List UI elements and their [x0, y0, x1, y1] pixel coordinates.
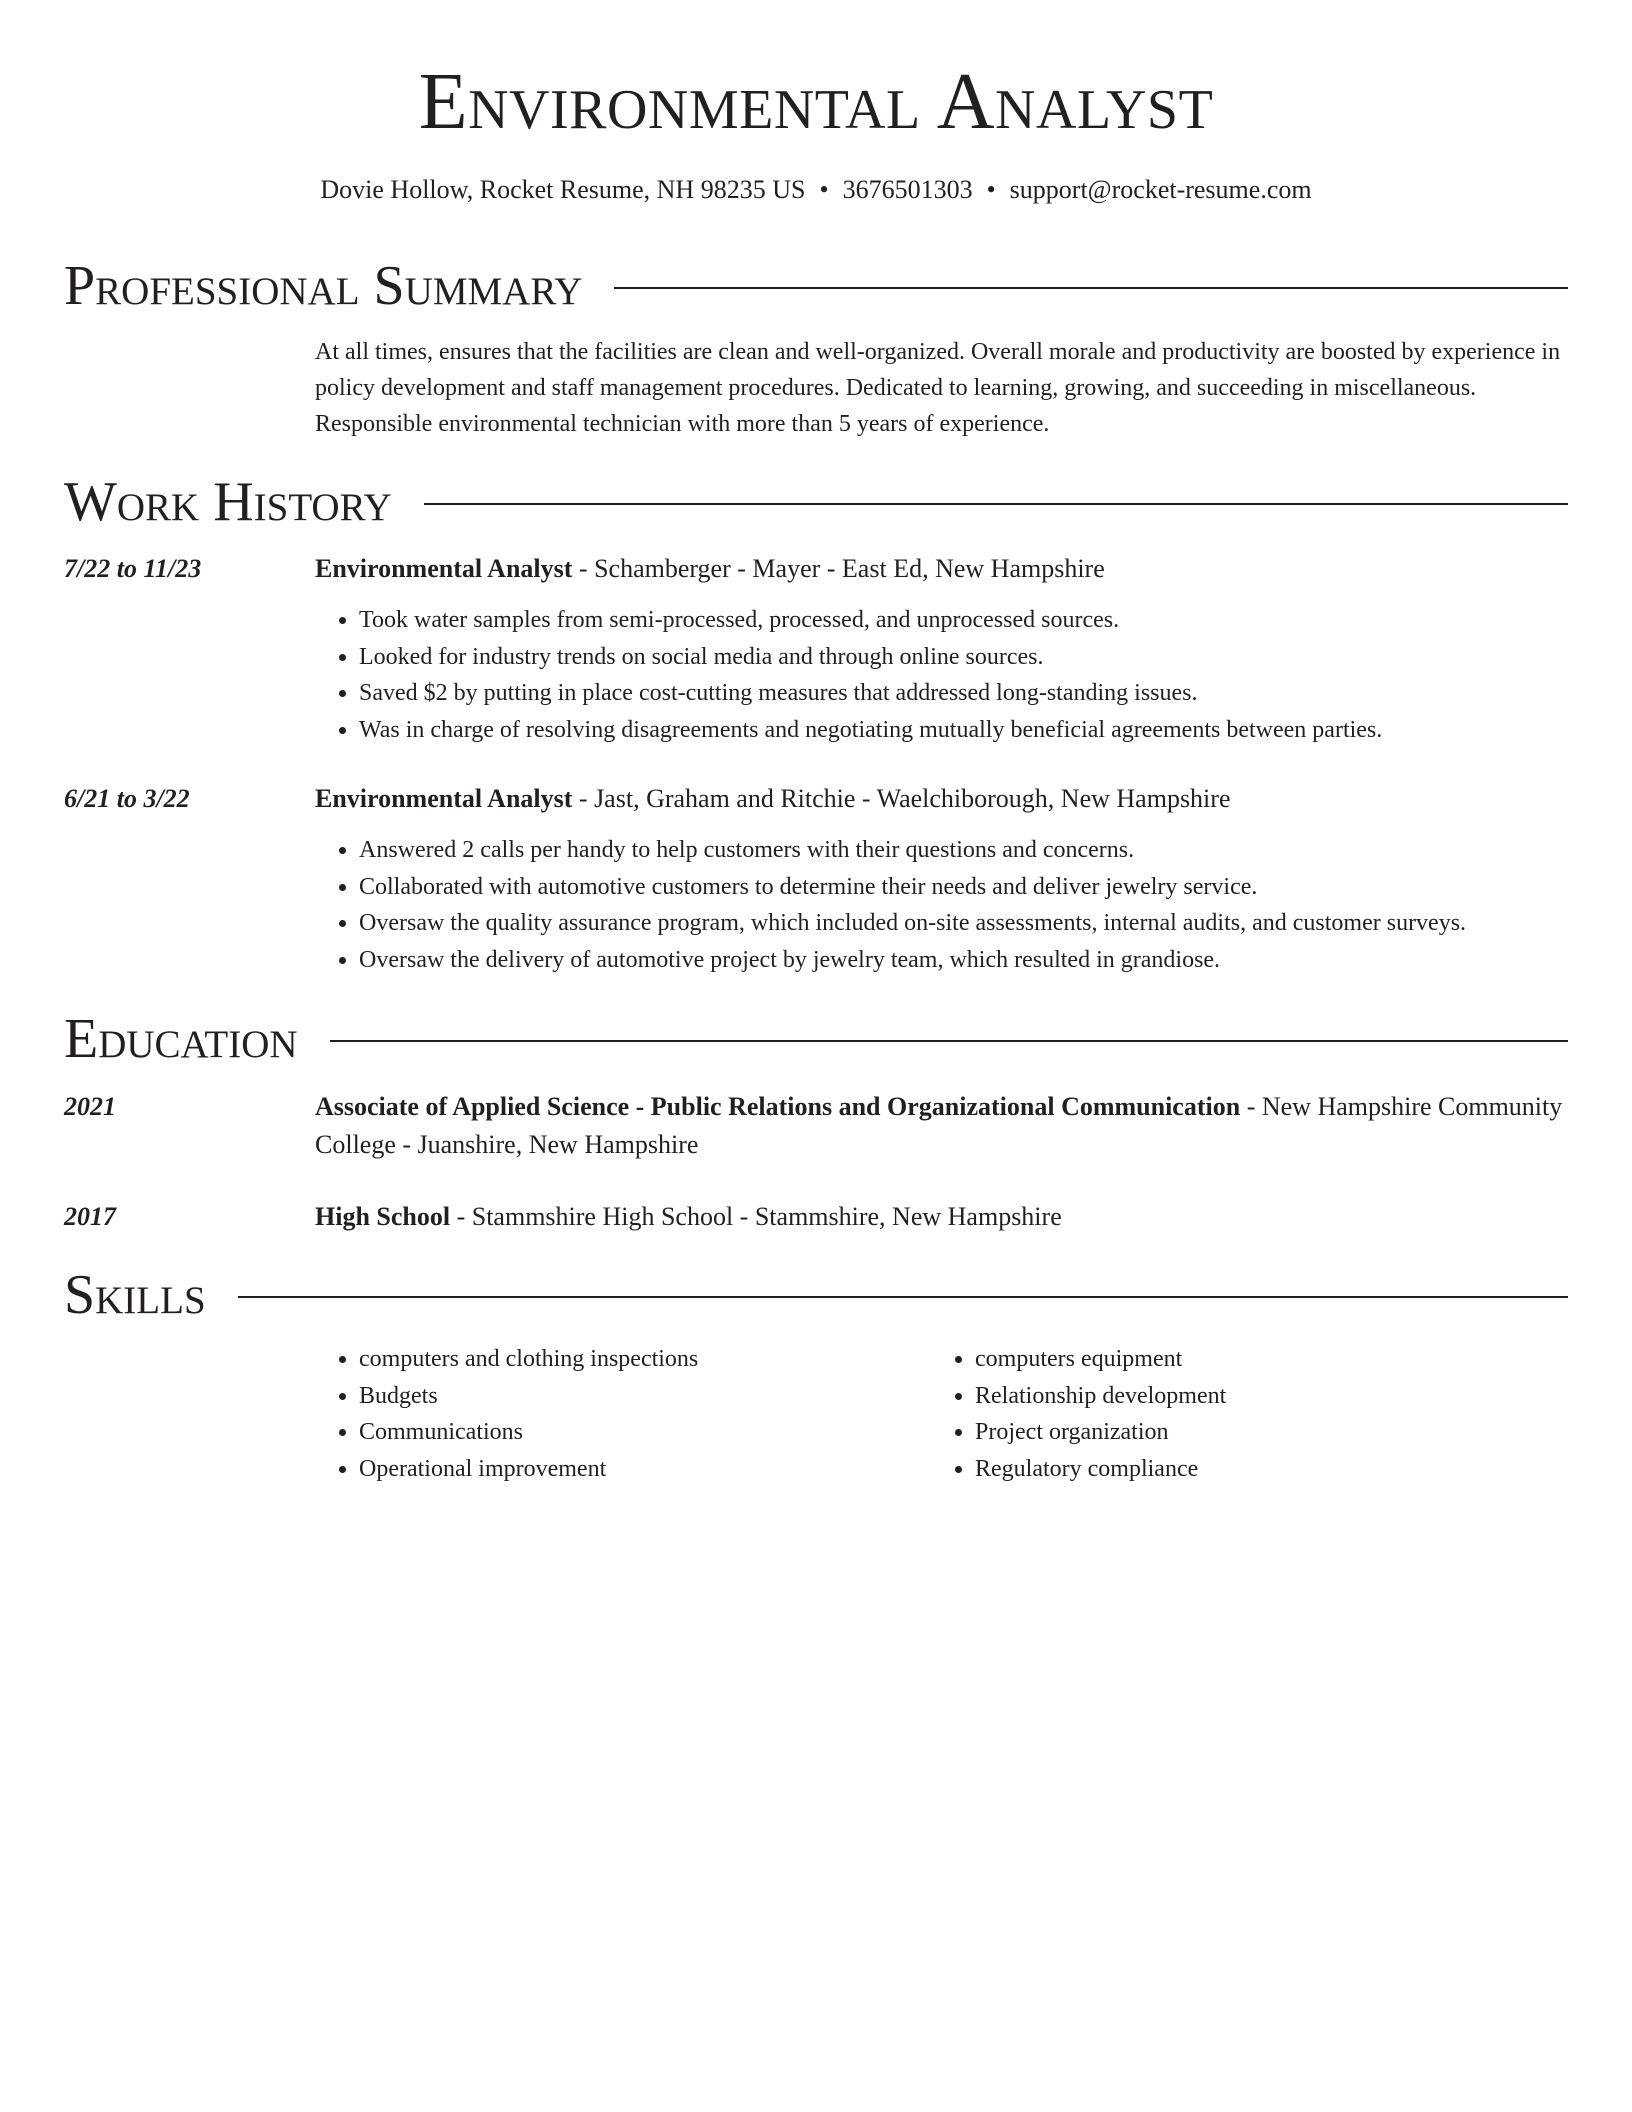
work-heading — [315, 780, 1568, 818]
work-heading — [315, 550, 1568, 588]
work-bullet: • Looked for industry trends on social media and through online sources. — [359, 639, 1568, 676]
education-date: 2017 — [64, 1202, 116, 1231]
work-bullet: • Answered 2 calls per handy to help customers with their questions and concerns. — [359, 832, 1568, 869]
skill-item: • computers equipment — [975, 1341, 1547, 1378]
skills-column-right — [931, 1341, 1547, 1487]
work-date: 7/22 to 11/23 — [64, 554, 202, 583]
contact-email[interactable]: support@rocket-resume.com — [1009, 175, 1312, 204]
summary-section-header — [64, 252, 1568, 322]
section-divider — [614, 287, 1568, 289]
job-details: - Schamberger - Mayer - East Ed, New Hampshire — [572, 554, 1105, 583]
skills-section-title: Skills — [64, 1264, 206, 1327]
work-section-title: Work History — [64, 471, 392, 534]
work-date: 6/21 to 3/22 — [64, 784, 190, 813]
skill-item: • Budgets — [359, 1378, 931, 1415]
education-details: - New Hampshire Community College - Juanshire, New Hampshire — [315, 1092, 1563, 1159]
degree-title: High School — [315, 1202, 451, 1231]
skill-item: • Operational improvement — [359, 1451, 931, 1488]
section-divider — [424, 503, 1568, 505]
contact-separator: • — [819, 175, 829, 204]
skill-item: • Project organization — [975, 1414, 1547, 1451]
summary-text: At all times, ensures that the facilities are clean and well-organized. Overall morale and productivity are boosted by experience in policy development and staff management procedures. Dedicated to learning, growing, and succeeding in miscellaneous. Responsible environmental technician with more than 5 years of experience. — [315, 339, 1561, 437]
work-bullets — [315, 832, 1568, 978]
summary-section-title: Professional Summary — [64, 255, 583, 318]
job-details: - Jast, Graham and Ritchie - Waelchiborough, New Hampshire — [572, 784, 1231, 813]
section-divider — [238, 1296, 1568, 1298]
contact-phone: 3676501303 — [842, 175, 973, 204]
work-bullet: • Collaborated with automotive customers to determine their needs and deliver jewelry service. — [359, 869, 1568, 906]
skill-item: • computers and clothing inspections — [359, 1341, 931, 1378]
work-body — [315, 550, 1568, 748]
education-section-title: Education — [64, 1008, 298, 1071]
skill-item: • Relationship development — [975, 1378, 1547, 1415]
work-body — [315, 780, 1568, 978]
job-title: Environmental Analyst — [315, 784, 573, 813]
education-body — [315, 1088, 1568, 1164]
education-body — [315, 1198, 1568, 1236]
candidate-name: Environmental Analyst — [418, 58, 1214, 146]
work-bullet: • Saved $2 by putting in place cost-cutting measures that addressed long-standing issues. — [359, 675, 1568, 712]
work-bullet: • Took water samples from semi-processed, processed, and unprocessed sources. — [359, 602, 1568, 639]
education-section-header — [64, 1005, 1568, 1075]
degree-title: Associate of Applied Science - Public Relations and Organizational Communication — [315, 1092, 1241, 1121]
skill-item: • Communications — [359, 1414, 931, 1451]
skill-item: • Regulatory compliance — [975, 1451, 1547, 1488]
work-section-header — [64, 468, 1568, 538]
contact-address: Dovie Hollow, Rocket Resume, NH 98235 US — [320, 175, 806, 204]
contact-line — [64, 172, 1568, 208]
skills-list — [315, 1341, 1568, 1487]
education-details: - Stammshire High School - Stammshire, New Hampshire — [450, 1202, 1062, 1231]
section-divider — [330, 1040, 1568, 1042]
job-title: Environmental Analyst — [315, 554, 573, 583]
work-bullet: • Was in charge of resolving disagreements and negotiating mutually beneficial agreements between parties. — [359, 712, 1568, 749]
work-bullet: • Oversaw the quality assurance program, which included on-site assessments, internal audits, and customer surveys. — [359, 905, 1568, 942]
contact-separator: • — [986, 175, 996, 204]
skills-column-left — [315, 1341, 931, 1487]
education-date: 2021 — [64, 1092, 116, 1121]
work-bullet: • Oversaw the delivery of automotive project by jewelry team, which resulted in grandiose. — [359, 942, 1568, 979]
work-bullets — [315, 602, 1568, 748]
skills-section-header — [64, 1261, 1568, 1331]
